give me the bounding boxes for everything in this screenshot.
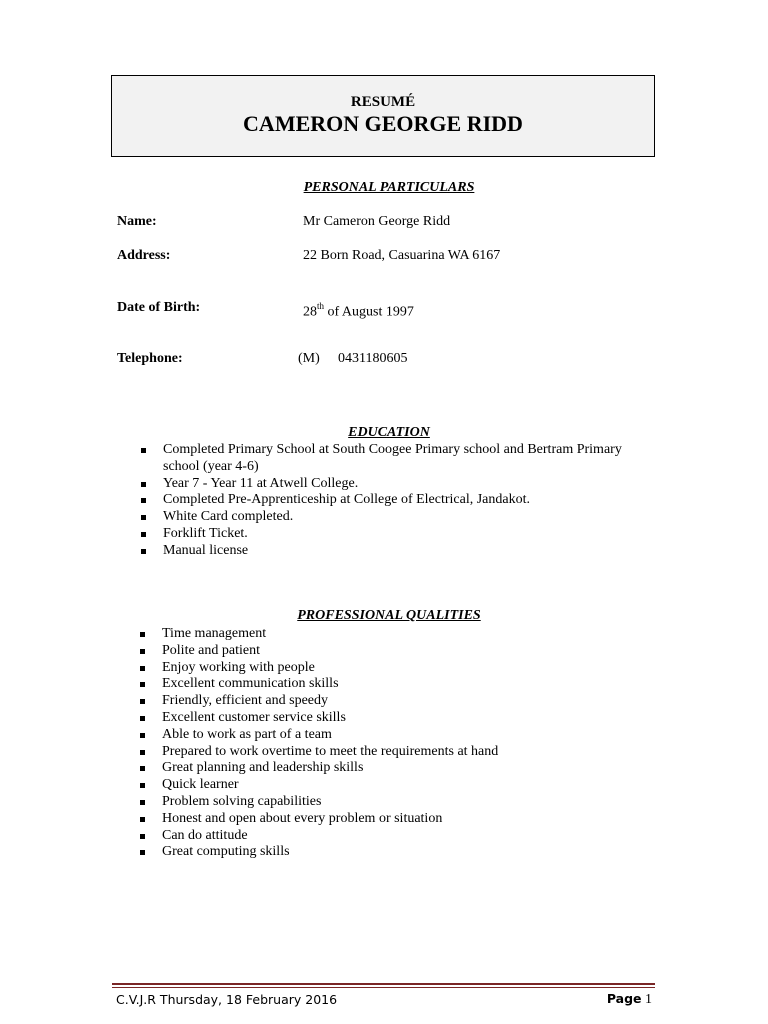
list-item: Prepared to work overtime to meet the requirements at hand — [162, 744, 632, 761]
dob-rest: of August 1997 — [327, 304, 414, 320]
name-value: Mr Cameron George Ridd — [303, 214, 451, 229]
list-item: Honest and open about every problem or situation — [162, 811, 632, 828]
resume-header — [111, 75, 655, 157]
qualities-list — [162, 626, 632, 861]
dob-suffix: th — [317, 301, 325, 311]
resume-subtitle: RESUMÉ — [350, 94, 416, 110]
dob-value — [303, 299, 414, 321]
address-value: 22 Born Road, Casuarina WA 6167 — [303, 248, 501, 263]
education-list — [163, 442, 633, 560]
list-item: Excellent customer service skills — [162, 710, 632, 727]
list-item: Great planning and leadership skills — [162, 760, 632, 777]
list-item: White Card completed. — [163, 509, 633, 526]
personal-particulars-title: PERSONAL PARTICULARS — [303, 180, 475, 195]
list-item: Excellent communication skills — [162, 676, 632, 693]
footer-divider — [112, 983, 655, 985]
dob-label: Date of Birth: — [117, 300, 201, 315]
address-label: Address: — [117, 248, 171, 263]
telephone-label: Telephone: — [117, 351, 183, 366]
footer-text: C.V.J.R Thursday, 18 February 2016 — [116, 992, 338, 1007]
list-item: Completed Primary School at South Coogee Primary school and Bertram Primary school (year 4-6) — [163, 442, 633, 476]
list-item: Able to work as part of a team — [162, 727, 632, 744]
list-item: Time management — [162, 626, 632, 643]
list-item: Can do attitude — [162, 828, 632, 845]
education-title: EDUCATION — [348, 425, 430, 440]
telephone-number: 0431180605 — [338, 351, 408, 366]
page-number — [607, 991, 652, 1008]
name-label: Name: — [117, 214, 157, 229]
list-item: Polite and patient — [162, 643, 632, 660]
page-label: Page — [606, 991, 642, 1006]
page-number-value: 1 — [645, 992, 652, 1007]
list-item: Enjoy working with people — [162, 660, 632, 677]
list-item: Year 7 - Year 11 at Atwell College. — [163, 476, 633, 493]
list-item: Completed Pre-Apprenticeship at College of Electrical, Jandakot. — [163, 492, 633, 509]
list-item: Great computing skills — [162, 844, 632, 861]
telephone-type: (M) — [298, 351, 320, 366]
footer-divider-thin — [112, 987, 655, 988]
list-item: Friendly, efficient and speedy — [162, 693, 632, 710]
list-item: Forklift Ticket. — [163, 526, 633, 543]
list-item: Manual license — [163, 543, 633, 560]
professional-qualities-title: PROFESSIONAL QUALITIES — [297, 608, 481, 623]
resume-name: CAMERON GEORGE RIDD — [243, 111, 523, 136]
dob-day: 28 — [303, 304, 317, 320]
list-item: Quick learner — [162, 777, 632, 794]
list-item: Problem solving capabilities — [162, 794, 632, 811]
